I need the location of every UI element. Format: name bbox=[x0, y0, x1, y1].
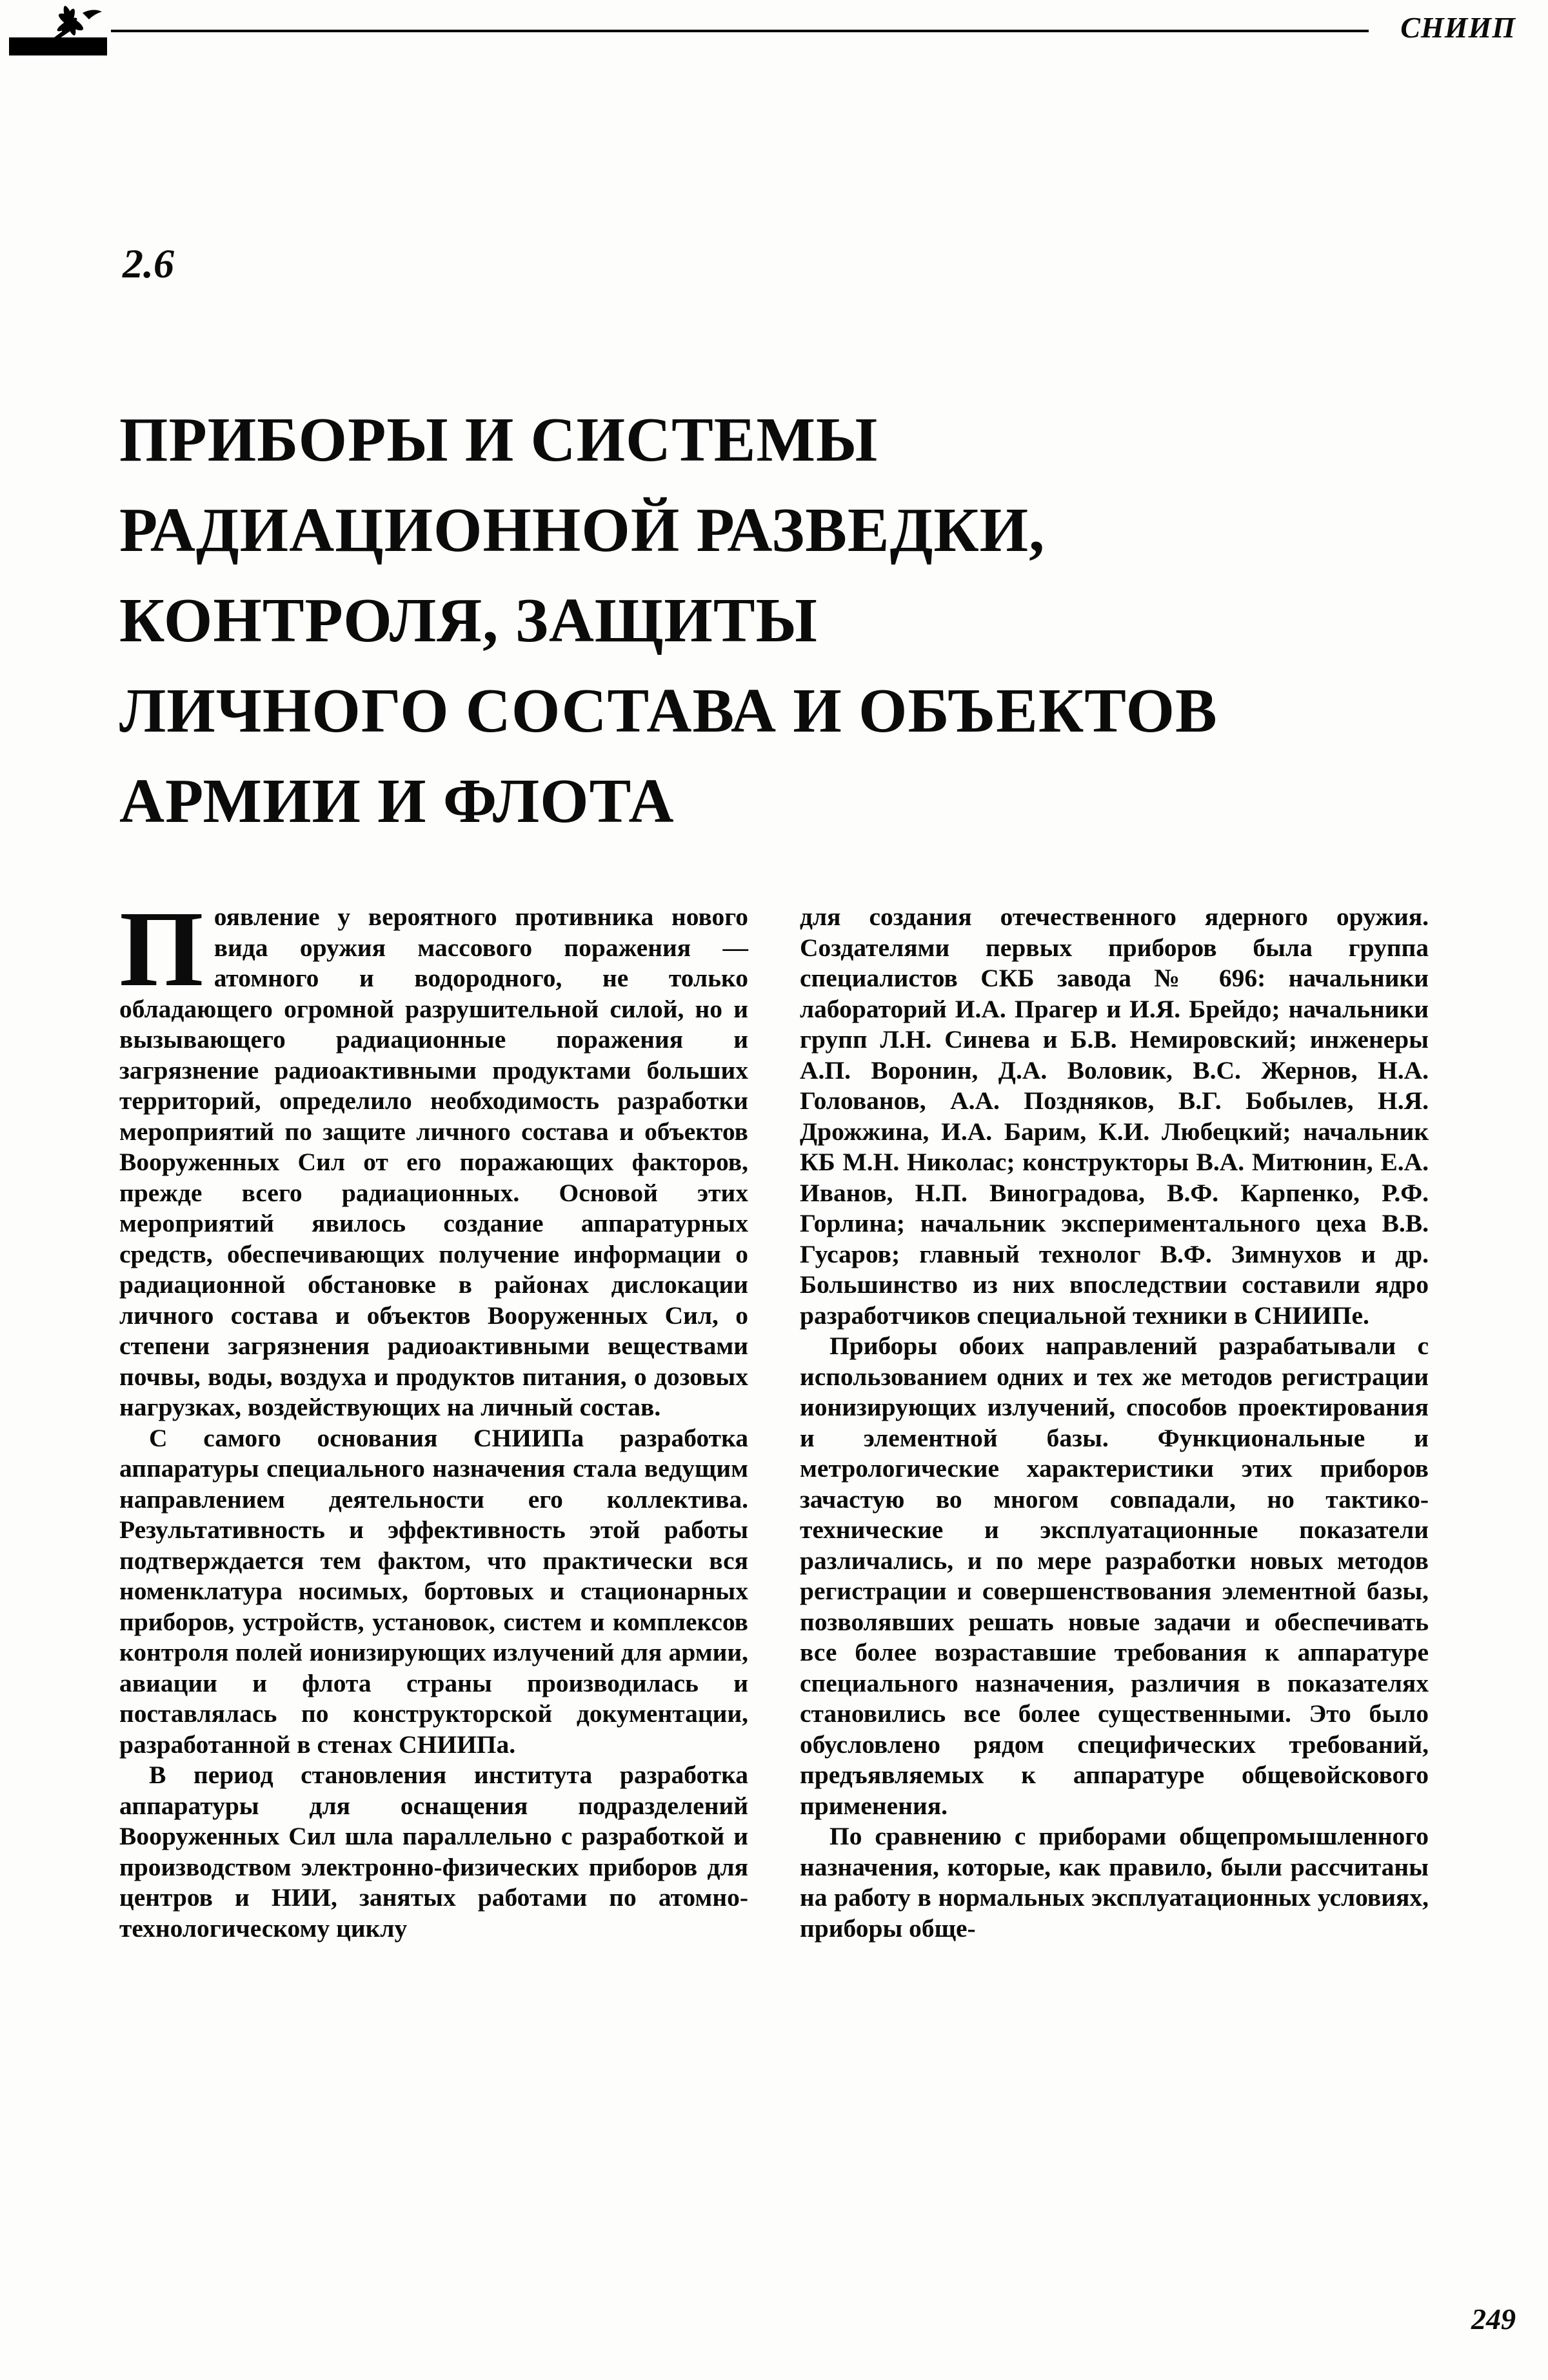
chapter-title-line: ЛИЧНОГО СОСТАВА И ОБЪЕКТОВ bbox=[119, 676, 1218, 745]
paragraph: для создания отечественного ядерного оружия. Создателями первых приборов была группа специалистов СКБ завода № 696: начальники лабораторий И.А. Прагер и И.Я. Брейдо; начальники групп Л.Н. Синева и Б.В. Немировский; инженеры А.П. Воронин, Д.А. Воловик, В.С. Жернов, Н.А. Голованов, А.А. Поздняков, В.Г. Бобылев, Н.Я. Дрожжина, И.А. Барим, К.И. Любецкий; начальник КБ М.Н. Николас; конструкторы В.А. Митюнин, Е.А. Иванов, Н.П. Виноградова, В.Ф. Карпенко, Р.Ф. Горлина; начальник экспериментального цеха В.В. Гусаров; главный технолог В.Ф. Зимнухов и др. Большинство из них впоследствии составили ядро разработчиков специальной техники в СНИИПе. bbox=[800, 903, 1429, 1330]
chapter-title-line: ПРИБОРЫ И СИСТЕМЫ bbox=[119, 405, 878, 474]
paragraph: С самого основания СНИИПа разработка аппаратуры специального назначения стала ведущим направлением деятельности его коллектива. Результативность и эффективность этой работы подтверждается тем фактом, что практически вся номенклатура носимых, бортовых и стационарных приборов, устройств, установок, систем и комплексов контроля полей ионизирующих излучений для армии, авиации и флота страны производилась и поставлялась по конструкторской документации, разработанной в стенах СНИИПа. bbox=[119, 1423, 748, 1759]
chapter-title-line: КОНТРОЛЯ, ЗАЩИТЫ bbox=[119, 586, 818, 655]
drop-cap: П bbox=[119, 889, 204, 1009]
section-number: 2.6 bbox=[123, 241, 174, 286]
paragraph: Приборы обоих направлений разрабатывали с использованием одних и тех же методов регистрации ионизирующих излучений, способов проектирования и элементной базы. Функциональные и метрологические характеристики этих приборов зачастую во многом совпадали, но тактико-технические и эксплуатационные показатели различались, и по мере разработки новых методов регистрации и совершенствования элементной базы, позволявших решать новые задачи и обеспечивать все более возраставшие требования к аппаратуре специального назначения, различия в показателях становились все более существенными. Это было обусловлено рядом специфических требований, предъявляемых к аппаратуре общевойскового применения. bbox=[800, 1332, 1429, 1820]
right-column bbox=[800, 902, 1429, 1944]
chapter-title-line: АРМИИ И ФЛОТА bbox=[119, 766, 675, 835]
header-brand: СНИИП bbox=[1400, 11, 1516, 44]
chapter-title bbox=[119, 395, 1487, 846]
corner-bar bbox=[9, 37, 107, 55]
paragraph: В период становления института разработка аппаратуры для оснащения подразделений Вооруженных Сил шла параллельно с разработкой и производством электронно-физических приборов для центров и НИИ, занятых работами по атомно-технологическому циклу bbox=[119, 1761, 748, 1943]
header-rule bbox=[111, 30, 1369, 32]
left-column bbox=[119, 889, 748, 1944]
paragraph-text: оявление у вероятного противника нового вида оружия массового поражения — атомного и водородного, не только обладающего огромной разрушительной силой, но и вызывающего радиационные поражения и загрязнение радиоактивными продуктами больших территорий, определило необходимость разработки мероприятий по защите личного состава и объектов Вооруженных Сил от его поражающих факторов, прежде всего радиационных. Основой этих мероприятий явилось создание аппаратурных средств, обеспечивающих получение информации о радиационной обстановке в районах дислокации личного состава и объектов Вооруженных Сил, о степени загрязнения радиоактивными веществами почвы, воды, воздуха и продуктов питания, о дозовых нагрузках, воздействующих на личный состав. bbox=[119, 903, 748, 1421]
chapter-title-line: РАДИАЦИОННОЙ РАЗВЕДКИ, bbox=[119, 495, 1046, 565]
page-number: 249 bbox=[1471, 2303, 1516, 2335]
paragraph: По сравнению с приборами общепромышленного назначения, которые, как правило, были рассчитаны на работу в нормальных эксплуатационных условиях, приборы обще- bbox=[800, 1822, 1429, 1943]
paragraph bbox=[119, 889, 748, 1423]
